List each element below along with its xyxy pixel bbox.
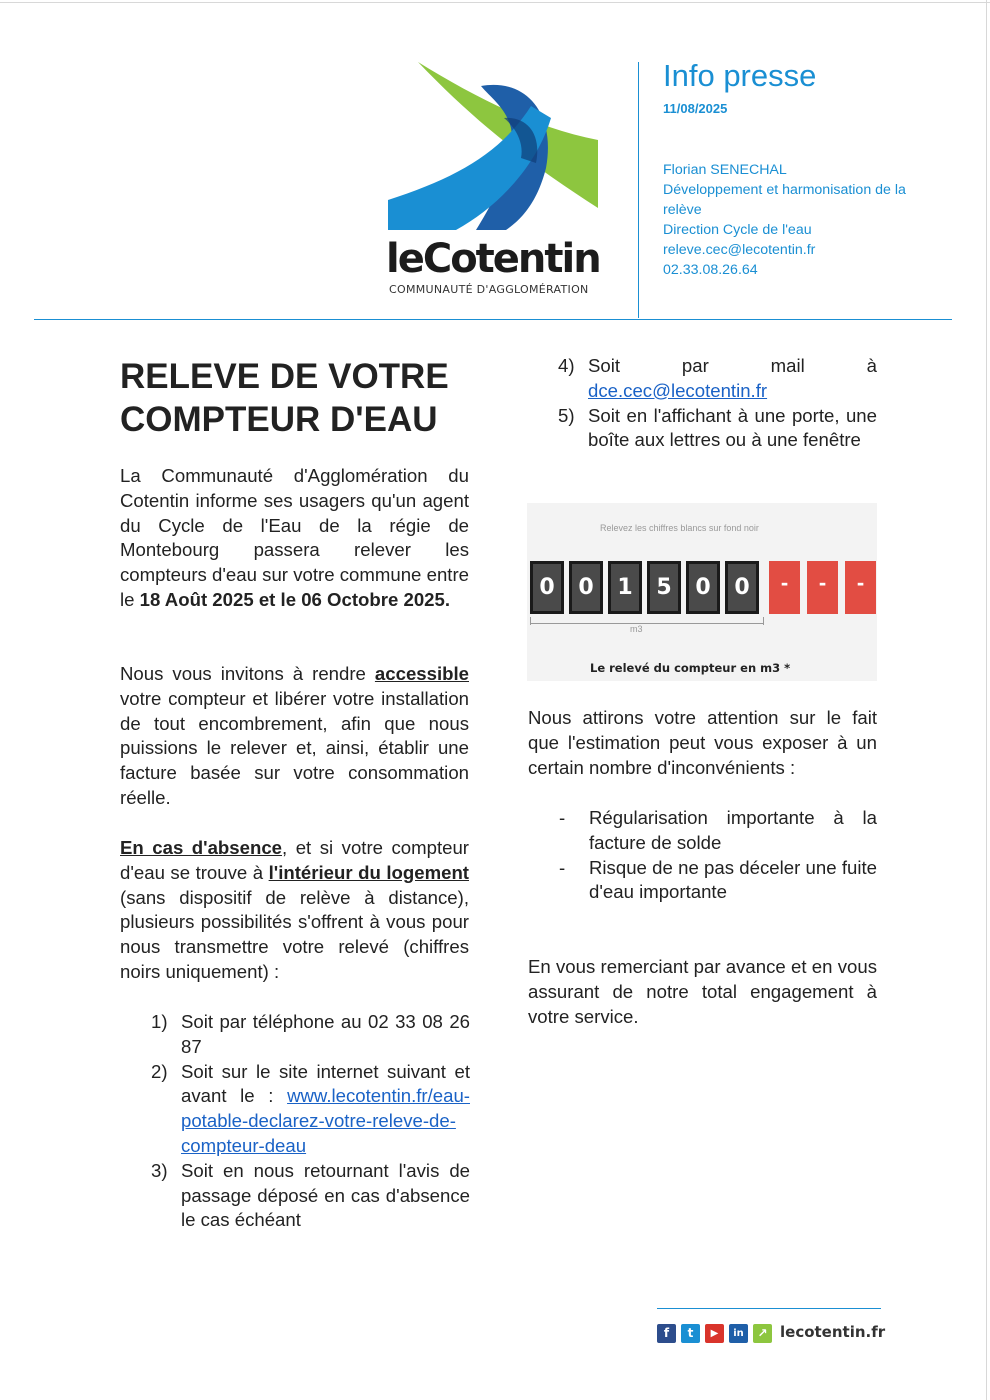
meter-red-digit — [845, 561, 876, 614]
lecotentin-logo-icon — [386, 58, 606, 238]
meter-digit — [608, 561, 642, 614]
digit-value: 1 — [617, 575, 633, 600]
footer-divider — [657, 1308, 881, 1309]
footer-website[interactable]: lecotentin.fr — [780, 1323, 886, 1341]
list-number: 5) — [558, 404, 575, 426]
access-paragraph — [120, 662, 469, 811]
external-link-icon[interactable]: ↗ — [753, 1324, 772, 1343]
closing-paragraph: En vous remerciant par avance et en vous assurant de notre total engagement à votre service. — [528, 956, 877, 1027]
access-text-a: Nous vous invitons à rendre — [120, 663, 375, 684]
meter-red-digit — [769, 561, 800, 614]
contact-email[interactable]: releve.cec@lecotentin.fr — [663, 242, 816, 258]
list-item — [527, 354, 877, 404]
list-text: Soit par téléphone au 02 33 08 26 87 — [181, 1011, 470, 1057]
youtube-icon[interactable]: ▶ — [705, 1324, 724, 1343]
absence-paragraph — [120, 836, 469, 985]
meter-footnote: Le relevé du compteur en m3 * — [590, 661, 791, 675]
list-text: Risque de ne pas déceler une fuite d'eau importante — [589, 856, 877, 903]
list-item — [528, 856, 877, 906]
info-presse-title: Info presse — [663, 58, 817, 93]
meter-unit-label: m3 — [630, 624, 643, 634]
list-item — [120, 1010, 470, 1060]
list-item — [120, 1159, 470, 1233]
header-vertical-divider — [638, 62, 639, 318]
transmission-options-list-continued — [527, 354, 877, 453]
attention-paragraph: Nous attirons votre attention sur le fait que l'estimation peut vous exposer à un certain nombre d'inconvénients : — [528, 707, 877, 778]
list-text: Régularisation importante à la facture de solde — [589, 807, 877, 853]
transmission-options-list — [120, 1010, 470, 1233]
headline-line2: COMPTEUR D'EAU — [120, 400, 438, 439]
page-title — [120, 355, 480, 441]
press-date: 11/08/2025 — [663, 101, 728, 116]
list-number: 1) — [151, 1011, 168, 1032]
header-horizontal-divider — [34, 319, 952, 320]
list-item — [528, 806, 877, 856]
website-link[interactable]: www.lecotentin.fr/eau-potable-declarez-votre-releve-de-compteur-deau — [181, 1085, 470, 1156]
meter-digit — [569, 561, 603, 614]
intro-dates: 18 Août 2025 et le 06 Octobre 2025. — [139, 588, 451, 610]
absence-text-b: (sans dispositif de relève à distance), plusieurs possibilités s'offrent à vous pour nous transmettre votre relevé (chiffres noirs uniquement) : — [120, 886, 469, 982]
absence-text-a: , et si votre compteur d'eau se trouve à — [120, 837, 469, 883]
list-text: Soit en l'affichant à une porte, une boîte aux lettres ou à une fenêtre — [588, 404, 877, 451]
interior-emphasis: l'intérieur du logement — [268, 861, 469, 883]
headline-line1: RELEVE DE VOTRE — [120, 357, 449, 396]
email-link[interactable]: dce.cec@lecotentin.fr — [588, 379, 768, 401]
digit-value: - — [780, 570, 789, 595]
contact-direction: Direction Cycle de l'eau — [663, 222, 812, 238]
contact-role-line2: relève — [663, 202, 702, 218]
top-edge-line — [0, 2, 990, 3]
meter-digit — [725, 561, 759, 614]
contact-block — [663, 160, 963, 280]
twitter-icon[interactable]: t — [681, 1324, 700, 1343]
list-text: Soit sur le site internet suivant et avant le : — [181, 1060, 470, 1107]
intro-paragraph — [120, 464, 469, 613]
list-number: 2) — [151, 1060, 168, 1082]
meter-bracket-right — [763, 617, 764, 625]
digit-value: 0 — [734, 575, 750, 600]
list-dash: - — [559, 807, 566, 828]
list-number: 4) — [558, 355, 575, 376]
list-text: Soit par mail à — [588, 355, 877, 376]
meter-bracket-line — [530, 623, 764, 624]
digit-value: 0 — [695, 575, 711, 600]
intro-text: La Communauté d'Agglomération du Cotentin informe ses usagers qu'un agent du Cycle de l'Eau de la régie de Montebourg passera relever les compteurs d'eau sur votre commune entre le — [120, 465, 469, 610]
absence-emphasis: En cas d'absence — [120, 837, 283, 858]
meter-digit — [686, 561, 720, 614]
list-number: 3) — [151, 1159, 168, 1181]
digit-value: - — [856, 570, 865, 595]
digit-value: - — [818, 570, 827, 595]
inconvenients-list — [528, 806, 877, 905]
list-dash: - — [559, 856, 566, 878]
meter-digit — [530, 561, 564, 614]
meter-digit — [647, 561, 681, 614]
access-emphasis: accessible — [374, 663, 469, 684]
meter-caption: Relevez les chiffres blancs sur fond noir — [600, 523, 759, 533]
logo-subtitle: COMMUNAUTÉ D'AGGLOMÉRATION — [389, 283, 589, 296]
contact-name: Florian SENECHAL — [663, 162, 787, 178]
digit-value: 0 — [578, 575, 594, 600]
list-text: Soit en nous retournant l'avis de passage déposé en cas d'absence le cas échéant — [181, 1159, 470, 1231]
linkedin-icon[interactable]: in — [729, 1324, 748, 1343]
contact-role-line1: Développement et harmonisation de la — [663, 182, 906, 198]
access-text-b: votre compteur et libérer votre installation de tout encombrement, afin que nous puissions le relever et, ainsi, établir une facture basée sur votre consommation réelle. — [120, 687, 469, 808]
facebook-icon[interactable]: f — [657, 1324, 676, 1343]
right-edge-line — [986, 0, 987, 1400]
meter-red-digit — [807, 561, 838, 614]
list-item — [120, 1060, 470, 1159]
digit-value: 5 — [656, 575, 672, 600]
contact-phone: 02.33.08.26.64 — [663, 262, 758, 278]
digit-value: 0 — [539, 575, 555, 600]
logo-wordmark: leCotentin — [386, 236, 600, 282]
list-item — [527, 404, 877, 454]
